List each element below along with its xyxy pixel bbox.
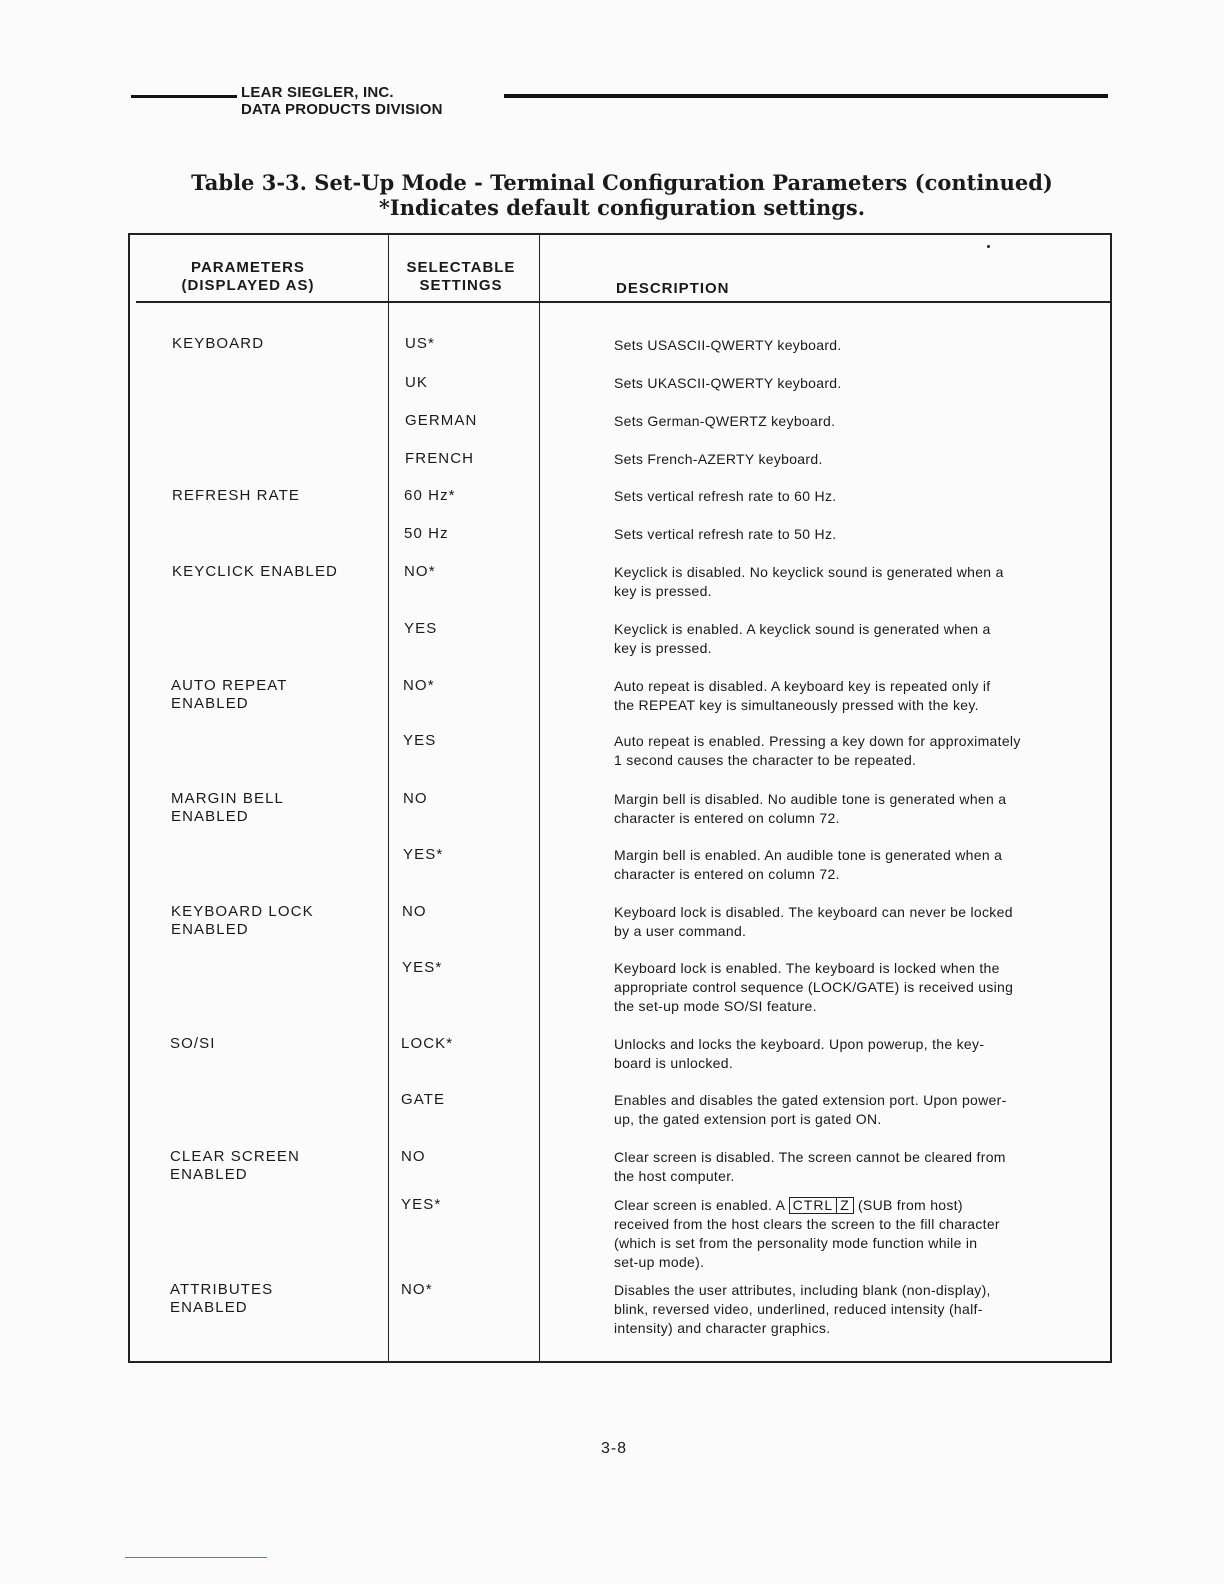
desc-50hz	[614, 525, 1104, 544]
param-keyboard-lock-line-1: KEYBOARD LOCK	[171, 903, 314, 920]
desc-line: Sets French-AZERTY keyboard.	[614, 451, 823, 467]
setting-auto-repeat-no: NO*	[403, 677, 435, 694]
desc-keyclick-no	[614, 563, 1104, 601]
desc-line: Auto repeat is disabled. A keyboard key is repeated only if	[614, 678, 991, 694]
desc-gate	[614, 1091, 1104, 1129]
desc-line: key is pressed.	[614, 640, 712, 656]
footer-rule	[125, 1557, 267, 1558]
desc-auto-repeat-no	[614, 677, 1104, 715]
desc-margin-bell-no	[614, 790, 1104, 828]
desc-line: character is entered on column 72.	[614, 810, 840, 826]
param-keyclick-enabled: KEYCLICK ENABLED	[172, 563, 338, 580]
table-title-line-2: *Indicates default configuration settings.	[378, 195, 866, 220]
desc-line: Auto repeat is enabled. Pressing a key down for approximately	[614, 733, 1021, 749]
desc-60hz	[614, 487, 1104, 506]
ctrl-key-icon	[789, 1197, 838, 1214]
desc-text: Clear screen is enabled. A	[614, 1197, 789, 1213]
desc-line: blink, reversed video, underlined, reduced intensity (half-	[614, 1301, 983, 1317]
column-divider-1	[388, 235, 389, 1361]
setting-auto-repeat-yes: YES	[403, 732, 437, 749]
desc-french	[614, 450, 1104, 469]
setting-keyboard-lock-yes: YES*	[402, 959, 443, 976]
desc-attributes-no	[614, 1281, 1104, 1338]
table-title	[150, 170, 1094, 220]
setting-french: FRENCH	[405, 450, 475, 467]
param-so-si: SO/SI	[170, 1035, 216, 1052]
header-divider	[136, 301, 1110, 303]
company-line-2: DATA PRODUCTS DIVISION	[241, 101, 443, 118]
desc-uk	[614, 374, 1104, 393]
desc-german	[614, 412, 1104, 431]
param-attributes-line-1: ATTRIBUTES	[170, 1281, 274, 1298]
desc-line: Sets vertical refresh rate to 60 Hz.	[614, 488, 837, 504]
z-key-label: Z	[840, 1197, 850, 1213]
param-margin-bell-line-2: ENABLED	[171, 808, 249, 825]
desc-keyboard-lock-yes	[614, 959, 1104, 1016]
desc-line: Margin bell is enabled. An audible tone is generated when a	[614, 847, 1003, 863]
setting-keyboard-lock-no: NO	[402, 903, 427, 920]
desc-line: the set-up mode SO/SI feature.	[614, 998, 817, 1014]
column-header-parameters-line-1: PARAMETERS	[191, 259, 305, 276]
setting-attributes-no: NO*	[401, 1281, 433, 1298]
desc-line: key is pressed.	[614, 583, 712, 599]
desc-line: 1 second causes the character to be repeated.	[614, 752, 917, 768]
table-title-line-1: Table 3-3. Set-Up Mode - Terminal Configuration Parameters (continued)	[191, 170, 1053, 195]
desc-keyboard-lock-no	[614, 903, 1104, 941]
setting-lock: LOCK*	[401, 1035, 454, 1052]
desc-line: Keyboard lock is disabled. The keyboard can never be locked	[614, 904, 1013, 920]
desc-line: up, the gated extension port is gated ON.	[614, 1111, 882, 1127]
desc-line: Keyboard lock is enabled. The keyboard is locked when the	[614, 960, 1000, 976]
desc-lock	[614, 1035, 1104, 1073]
setting-margin-bell-yes: YES*	[403, 846, 444, 863]
header-rule-left	[131, 95, 237, 98]
desc-text: (SUB from host)	[853, 1197, 963, 1213]
setting-gate: GATE	[401, 1091, 446, 1108]
desc-auto-repeat-yes	[614, 732, 1104, 770]
column-header-settings-line-2: SETTINGS	[419, 277, 503, 294]
setting-german: GERMAN	[405, 412, 478, 429]
desc-line: board is unlocked.	[614, 1055, 734, 1071]
param-keyboard-lock-line-2: ENABLED	[171, 921, 249, 938]
setting-keyclick-no: NO*	[404, 563, 436, 580]
page-number: 3-8	[600, 1440, 628, 1457]
column-header-settings-line-1: SELECTABLE	[406, 259, 516, 276]
param-margin-bell-line-1: MARGIN BELL	[171, 790, 284, 807]
desc-line: Disables the user attributes, including blank (non-display),	[614, 1282, 991, 1298]
desc-line: set-up mode).	[614, 1254, 705, 1270]
setting-60hz: 60 Hz*	[404, 487, 456, 504]
desc-line: Enables and disables the gated extension port. Upon power-	[614, 1092, 1007, 1108]
param-keyboard: KEYBOARD	[172, 335, 265, 352]
column-header-settings	[396, 259, 526, 295]
desc-line: Sets UKASCII-QWERTY keyboard.	[614, 375, 842, 391]
desc-us	[614, 336, 1104, 355]
desc-line: received from the host clears the screen to the fill character	[614, 1216, 1000, 1232]
param-attributes-line-2: ENABLED	[170, 1299, 248, 1316]
column-divider-2	[539, 235, 540, 1361]
desc-line: Clear screen is disabled. The screen cannot be cleared from	[614, 1149, 1006, 1165]
desc-line: by a user command.	[614, 923, 747, 939]
param-refresh-rate: REFRESH RATE	[172, 487, 300, 504]
param-auto-repeat-line-2: ENABLED	[171, 695, 249, 712]
desc-clear-screen-no	[614, 1148, 1104, 1186]
setting-clear-screen-yes: YES*	[401, 1196, 442, 1213]
setting-50hz: 50 Hz	[404, 525, 449, 542]
company-name	[241, 84, 443, 118]
column-header-description: DESCRIPTION	[616, 280, 730, 297]
z-key-icon	[837, 1197, 854, 1214]
desc-line	[614, 1196, 1104, 1215]
desc-line: the host computer.	[614, 1168, 735, 1184]
desc-line: (which is set from the personality mode function while in	[614, 1235, 978, 1251]
desc-line: Sets German-QWERTZ keyboard.	[614, 413, 836, 429]
desc-keyclick-yes	[614, 620, 1104, 658]
param-clear-screen-line-1: CLEAR SCREEN	[170, 1148, 300, 1165]
setting-margin-bell-no: NO	[403, 790, 428, 807]
setting-uk: UK	[405, 374, 429, 391]
desc-line: Sets vertical refresh rate to 50 Hz.	[614, 526, 837, 542]
desc-line: the REPEAT key is simultaneously pressed with the key.	[614, 697, 979, 713]
param-clear-screen-line-2: ENABLED	[170, 1166, 248, 1183]
desc-line: Margin bell is disabled. No audible tone is generated when a	[614, 791, 1007, 807]
company-line-1: LEAR SIEGLER, INC.	[241, 84, 394, 101]
desc-margin-bell-yes	[614, 846, 1104, 884]
desc-line: Unlocks and locks the keyboard. Upon powerup, the key-	[614, 1036, 985, 1052]
ctrl-key-label: CTRL	[792, 1197, 834, 1213]
desc-line: Sets USASCII-QWERTY keyboard.	[614, 337, 842, 353]
column-header-parameters-line-2: (DISPLAYED AS)	[181, 277, 315, 294]
desc-line: intensity) and character graphics.	[614, 1320, 831, 1336]
header-rule-right	[504, 94, 1108, 98]
column-header-parameters	[178, 259, 318, 295]
scan-dot	[987, 245, 990, 248]
param-auto-repeat-line-1: AUTO REPEAT	[171, 677, 288, 694]
setting-clear-screen-no: NO	[401, 1148, 426, 1165]
desc-line: Keyclick is disabled. No keyclick sound is generated when a	[614, 564, 1004, 580]
desc-line: appropriate control sequence (LOCK/GATE) is received using	[614, 979, 1014, 995]
desc-line: character is entered on column 72.	[614, 866, 840, 882]
setting-us: US*	[405, 335, 435, 352]
desc-clear-screen-yes	[614, 1196, 1104, 1272]
parameters-table	[128, 233, 1112, 1363]
setting-keyclick-yes: YES	[404, 620, 438, 637]
desc-line: Keyclick is enabled. A keyclick sound is generated when a	[614, 621, 991, 637]
